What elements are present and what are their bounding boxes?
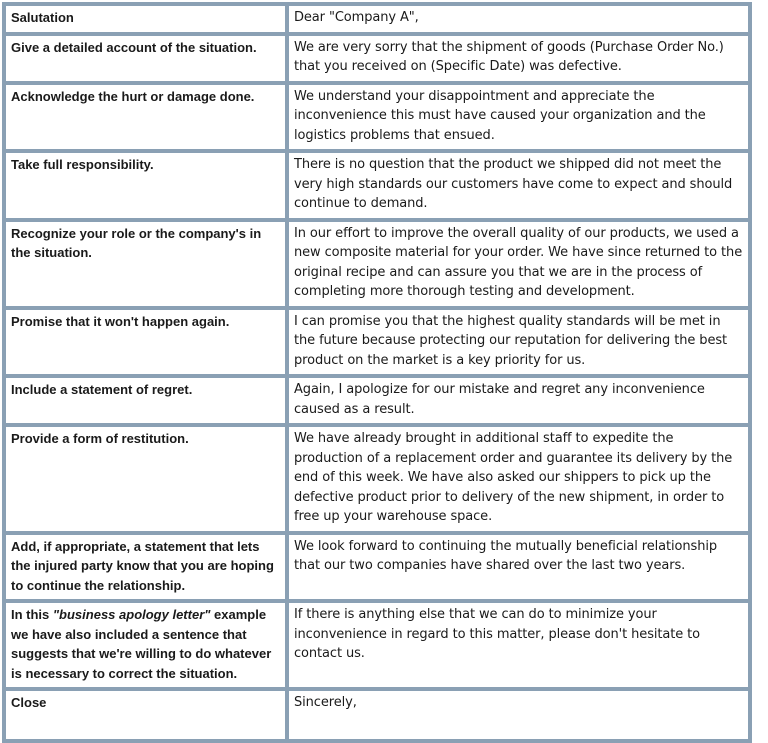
row-label: Take full responsibility. (4, 151, 287, 220)
table-row (4, 425, 750, 533)
table-row (4, 533, 750, 602)
row-label-pre: In this (11, 607, 53, 622)
row-text: If there is anything else that we can do to minimize your inconvenience in regard to this matter, please don't hesitate to contact us. (287, 601, 750, 689)
table-row (4, 376, 750, 425)
table-row (4, 34, 750, 83)
row-text: We are very sorry that the shipment of goods (Purchase Order No.) that you received on (Specific Date) was defective. (287, 34, 750, 83)
row-label: Recognize your role or the company's in the situation. (4, 220, 287, 308)
apology-letter-table (2, 2, 752, 743)
row-label (4, 601, 287, 689)
row-label-post: example we have also included a sentence that suggests that we're willing to do whatever is necessary to correct the situation. (11, 607, 272, 681)
row-label: Promise that it won't happen again. (4, 308, 287, 377)
row-label: Include a statement of regret. (4, 376, 287, 425)
row-label: Close (4, 689, 287, 741)
row-label-emphasis: "business apology letter" (52, 607, 211, 622)
row-text: Sincerely, (287, 689, 750, 741)
row-label: Provide a form of restitution. (4, 425, 287, 533)
apology-letter-document (2, 2, 752, 743)
row-text: There is no question that the product we shipped did not meet the very high standards our customers have come to expect and should continue to demand. (287, 151, 750, 220)
row-label: Salutation (4, 4, 287, 34)
row-text: Again, I apologize for our mistake and regret any inconvenience caused as a result. (287, 376, 750, 425)
table-row (4, 4, 750, 34)
table-row (4, 601, 750, 689)
row-label: Acknowledge the hurt or damage done. (4, 83, 287, 152)
row-text: I can promise you that the highest quality standards will be met in the future because protecting our reputation for delivering the best product on the market is a key priority for us. (287, 308, 750, 377)
row-text: In our effort to improve the overall quality of our products, we used a new composite material for your order. We have since returned to the original recipe and can assure you that we are in the process of completing more thorough testing and development. (287, 220, 750, 308)
row-text: Dear "Company A", (287, 4, 750, 34)
row-label: Give a detailed account of the situation. (4, 34, 287, 83)
row-text: We look forward to continuing the mutually beneficial relationship that our two companies have shared over the last two years. (287, 533, 750, 602)
table-row (4, 151, 750, 220)
row-text: We have already brought in additional staff to expedite the production of a replacement order and guarantee its delivery by the end of this week. We have also asked our shippers to pick up the defective product prior to delivery of the new shipment, in order to free up your warehouse space. (287, 425, 750, 533)
row-label: Add, if appropriate, a statement that lets the injured party know that you are hoping to continue the relationship. (4, 533, 287, 602)
row-text: We understand your disappointment and appreciate the inconvenience this must have caused your organization and the logistics problems that ensued. (287, 83, 750, 152)
table-row (4, 308, 750, 377)
table-row (4, 220, 750, 308)
table-row (4, 83, 750, 152)
table-row (4, 689, 750, 741)
